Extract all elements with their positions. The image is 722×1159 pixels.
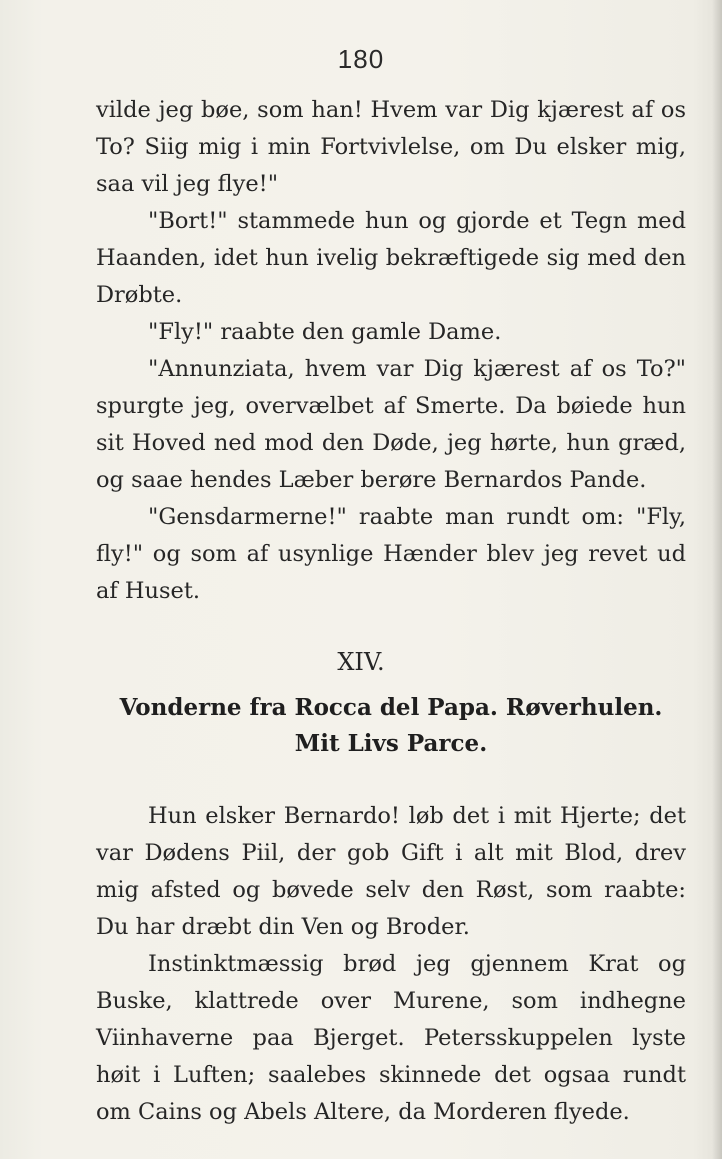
paragraph: "Gensdarmerne!" raabte man rundt om: "Fly, fly!" og som af usynlige Hænder blev jeg revet ud af Huset. <box>96 504 686 604</box>
text-block-top <box>96 92 686 610</box>
paragraph: Hun elsker Bernardo! løb det i mit Hjerte; det var Dødens Piil, der gob Gift i alt mit Blod, drev mig afsted og bøvede selv den Røst, som raabte: Du har dræbt din Ven og Broder. <box>96 803 686 940</box>
chapter-title <box>96 690 686 762</box>
paragraph: "Annunziata, hvem var Dig kjærest af os To?" spurgte jeg, overvælbet af Smerte. Da bøiede hun sit Hoved ned mod den Døde, jeg hørte, hun græd, og saae hendes Læber berøre Bernardos Pande. <box>96 356 686 493</box>
chapter-title-line: Vonderne fra Rocca del Papa. Røverhulen. <box>119 694 663 721</box>
chapter-number: XIV. <box>337 648 385 676</box>
paragraph: "Bort!" stammede hun og gjorde et Tegn med Haanden, idet hun ivelig bekræftigede sig med den Drøbte. <box>96 208 686 308</box>
paragraph: vilde jeg bøe, som han! Hvem var Dig kjærest af os To? Siig mig i min Fortvivlelse, om Du elsker mig, saa vil jeg flye!" <box>96 97 686 197</box>
page-edge-shadow <box>712 0 722 1159</box>
text-block-bottom <box>96 798 686 1131</box>
paragraph: "Fly!" raabte den gamle Dame. <box>148 319 502 345</box>
paragraph: Instinktmæssig brød jeg gjennem Krat og Buske, klattrede over Murene, som indhegne Viinhaverne paa Bjerget. Petersskuppelen lyste høit i Luften; saalebes skinnede det ogsaa rundt om Cains og Abels Altere, da Morderen flyede. <box>96 951 686 1125</box>
chapter-title-line: Mit Livs Parce. <box>294 730 488 757</box>
page-number: 180 <box>337 44 385 74</box>
